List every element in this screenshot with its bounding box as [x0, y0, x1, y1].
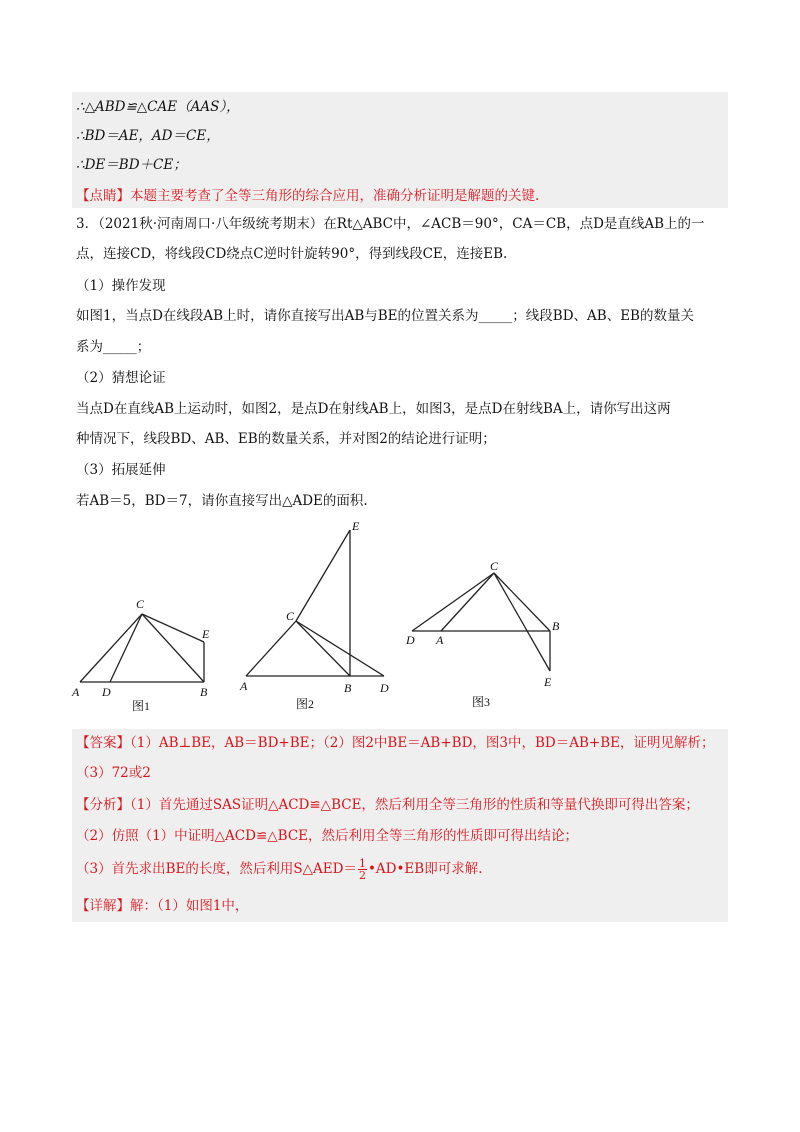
analysis-text-3-pre: （3）首先求出BE的长度，然后利用S△AED＝	[76, 861, 357, 877]
fig2-caption: 图2	[296, 697, 315, 711]
fig3-label-C: C	[490, 559, 499, 573]
fig2-label-B: B	[344, 681, 352, 695]
geometry-figures	[70, 518, 590, 718]
proof-line-2: ∴BD＝AE，AD＝CE，	[76, 128, 220, 144]
fig3-label-E: E	[544, 675, 552, 689]
problem-line-2: 点，连接CD，将线段CD绕点C逆时针旋转90°，得到线段CE，连接EB.	[76, 246, 508, 262]
figure-2-diagram	[246, 530, 384, 676]
fig1-segment-AC	[80, 614, 142, 682]
fig2-label-A: A	[240, 679, 248, 693]
fig1-label-C: C	[136, 597, 145, 611]
part1-title: （1）操作发现	[76, 278, 166, 294]
figure-1-diagram	[80, 614, 204, 682]
fig1-label-A: A	[72, 685, 80, 699]
fig1-label-B: B	[200, 685, 208, 699]
fraction-denominator: 2	[358, 869, 366, 882]
part2-line-1: 当点D在直线AB上运动时，如图2，是点D在射线AB上，如图3，是点D在射线BA上，请你写出这两	[76, 401, 671, 417]
analysis-line-3	[76, 858, 483, 881]
fig2-label-D: D	[380, 681, 389, 695]
answer-label: 【答案】	[76, 735, 130, 751]
part3-title: （3）拓展延伸	[76, 462, 166, 478]
analysis-label: 【分析】	[76, 797, 130, 813]
analysis-text-3-post: •AD•EB即可求解.	[367, 861, 483, 877]
fig2-segment-AC	[246, 621, 296, 676]
fig1-caption: 图1	[132, 699, 151, 713]
answer-line-1	[76, 733, 715, 753]
detail-text: 解：（1）如图1中，	[130, 898, 249, 914]
part2-line-2: 种情况下，线段BD、AB、EB的数量关系，并对图2的结论进行证明；	[76, 431, 496, 447]
fig3-label-B: B	[552, 619, 560, 633]
fig2-segment-CD	[296, 621, 384, 676]
fig2-label-C: C	[286, 609, 295, 623]
proof-line-3: ∴DE＝BD＋CE；	[76, 157, 187, 173]
part3-line-1: 若AB＝5，BD＝7，请你直接写出△ADE的面积.	[76, 493, 368, 509]
fig1-segment-CB	[142, 614, 204, 682]
part1-line-2: 系为_____；	[76, 339, 151, 355]
figures-area	[70, 518, 590, 722]
analysis-text-1: （1）首先通过SAS证明△ACD≌△BCE，然后利用全等三角形的性质和等量代换即可得出答案；	[130, 797, 699, 813]
part1-line-1: 如图1，当点D在线段AB上时，请你直接写出AB与BE的位置关系为_____；线段BD、AB、EB的数量关	[76, 308, 694, 324]
fig3-label-A: A	[436, 633, 444, 647]
figure-3-diagram	[412, 573, 550, 671]
fig3-label-D: D	[406, 633, 415, 647]
fig1-segment-CE	[142, 614, 204, 642]
fig3-segment-AC	[441, 573, 494, 631]
answer-text: （1）AB⊥BE，AB＝BD+BE；（2）图2中BE＝AB+BD，图3中，BD＝AB+BE，证明见解析；	[130, 735, 715, 751]
fig2-label-E: E	[352, 519, 360, 533]
detail-label: 【详解】	[76, 898, 130, 914]
fig3-segment-CD	[412, 573, 494, 631]
fig1-label-E: E	[202, 627, 210, 641]
answer-line-2: （3）72或2	[76, 765, 151, 781]
fraction-one-half	[358, 858, 367, 881]
problem-line-1: 3．（2021秋·河南周口·八年级统考期末）在Rt△ABC中，∠ACB＝90°，CA＝CB，点D是直线AB上的一	[76, 216, 705, 232]
dianjing-text: 本题主要考查了全等三角形的综合应用，准确分析证明是解题的关键.	[130, 188, 540, 204]
dianjing-line	[76, 186, 539, 206]
fraction-numerator: 1	[358, 857, 366, 870]
dianjing-label: 【点睛】	[76, 188, 130, 204]
fig1-segment-CD	[110, 614, 142, 682]
proof-line-1: ∴△ABD≌△CAE（AAS），	[76, 99, 240, 115]
analysis-line-1	[76, 795, 699, 815]
analysis-line-2: （2）仿照（1）中证明△ACD≌△BCE，然后利用全等三角形的性质即可得出结论；	[76, 828, 579, 844]
fig1-label-D: D	[102, 685, 111, 699]
fig2-segment-CE	[296, 530, 350, 621]
part2-title: （2）猜想论证	[76, 370, 166, 386]
fig3-caption: 图3	[472, 695, 491, 709]
detail-line	[76, 896, 248, 916]
fig2-segment-CB	[296, 621, 350, 676]
